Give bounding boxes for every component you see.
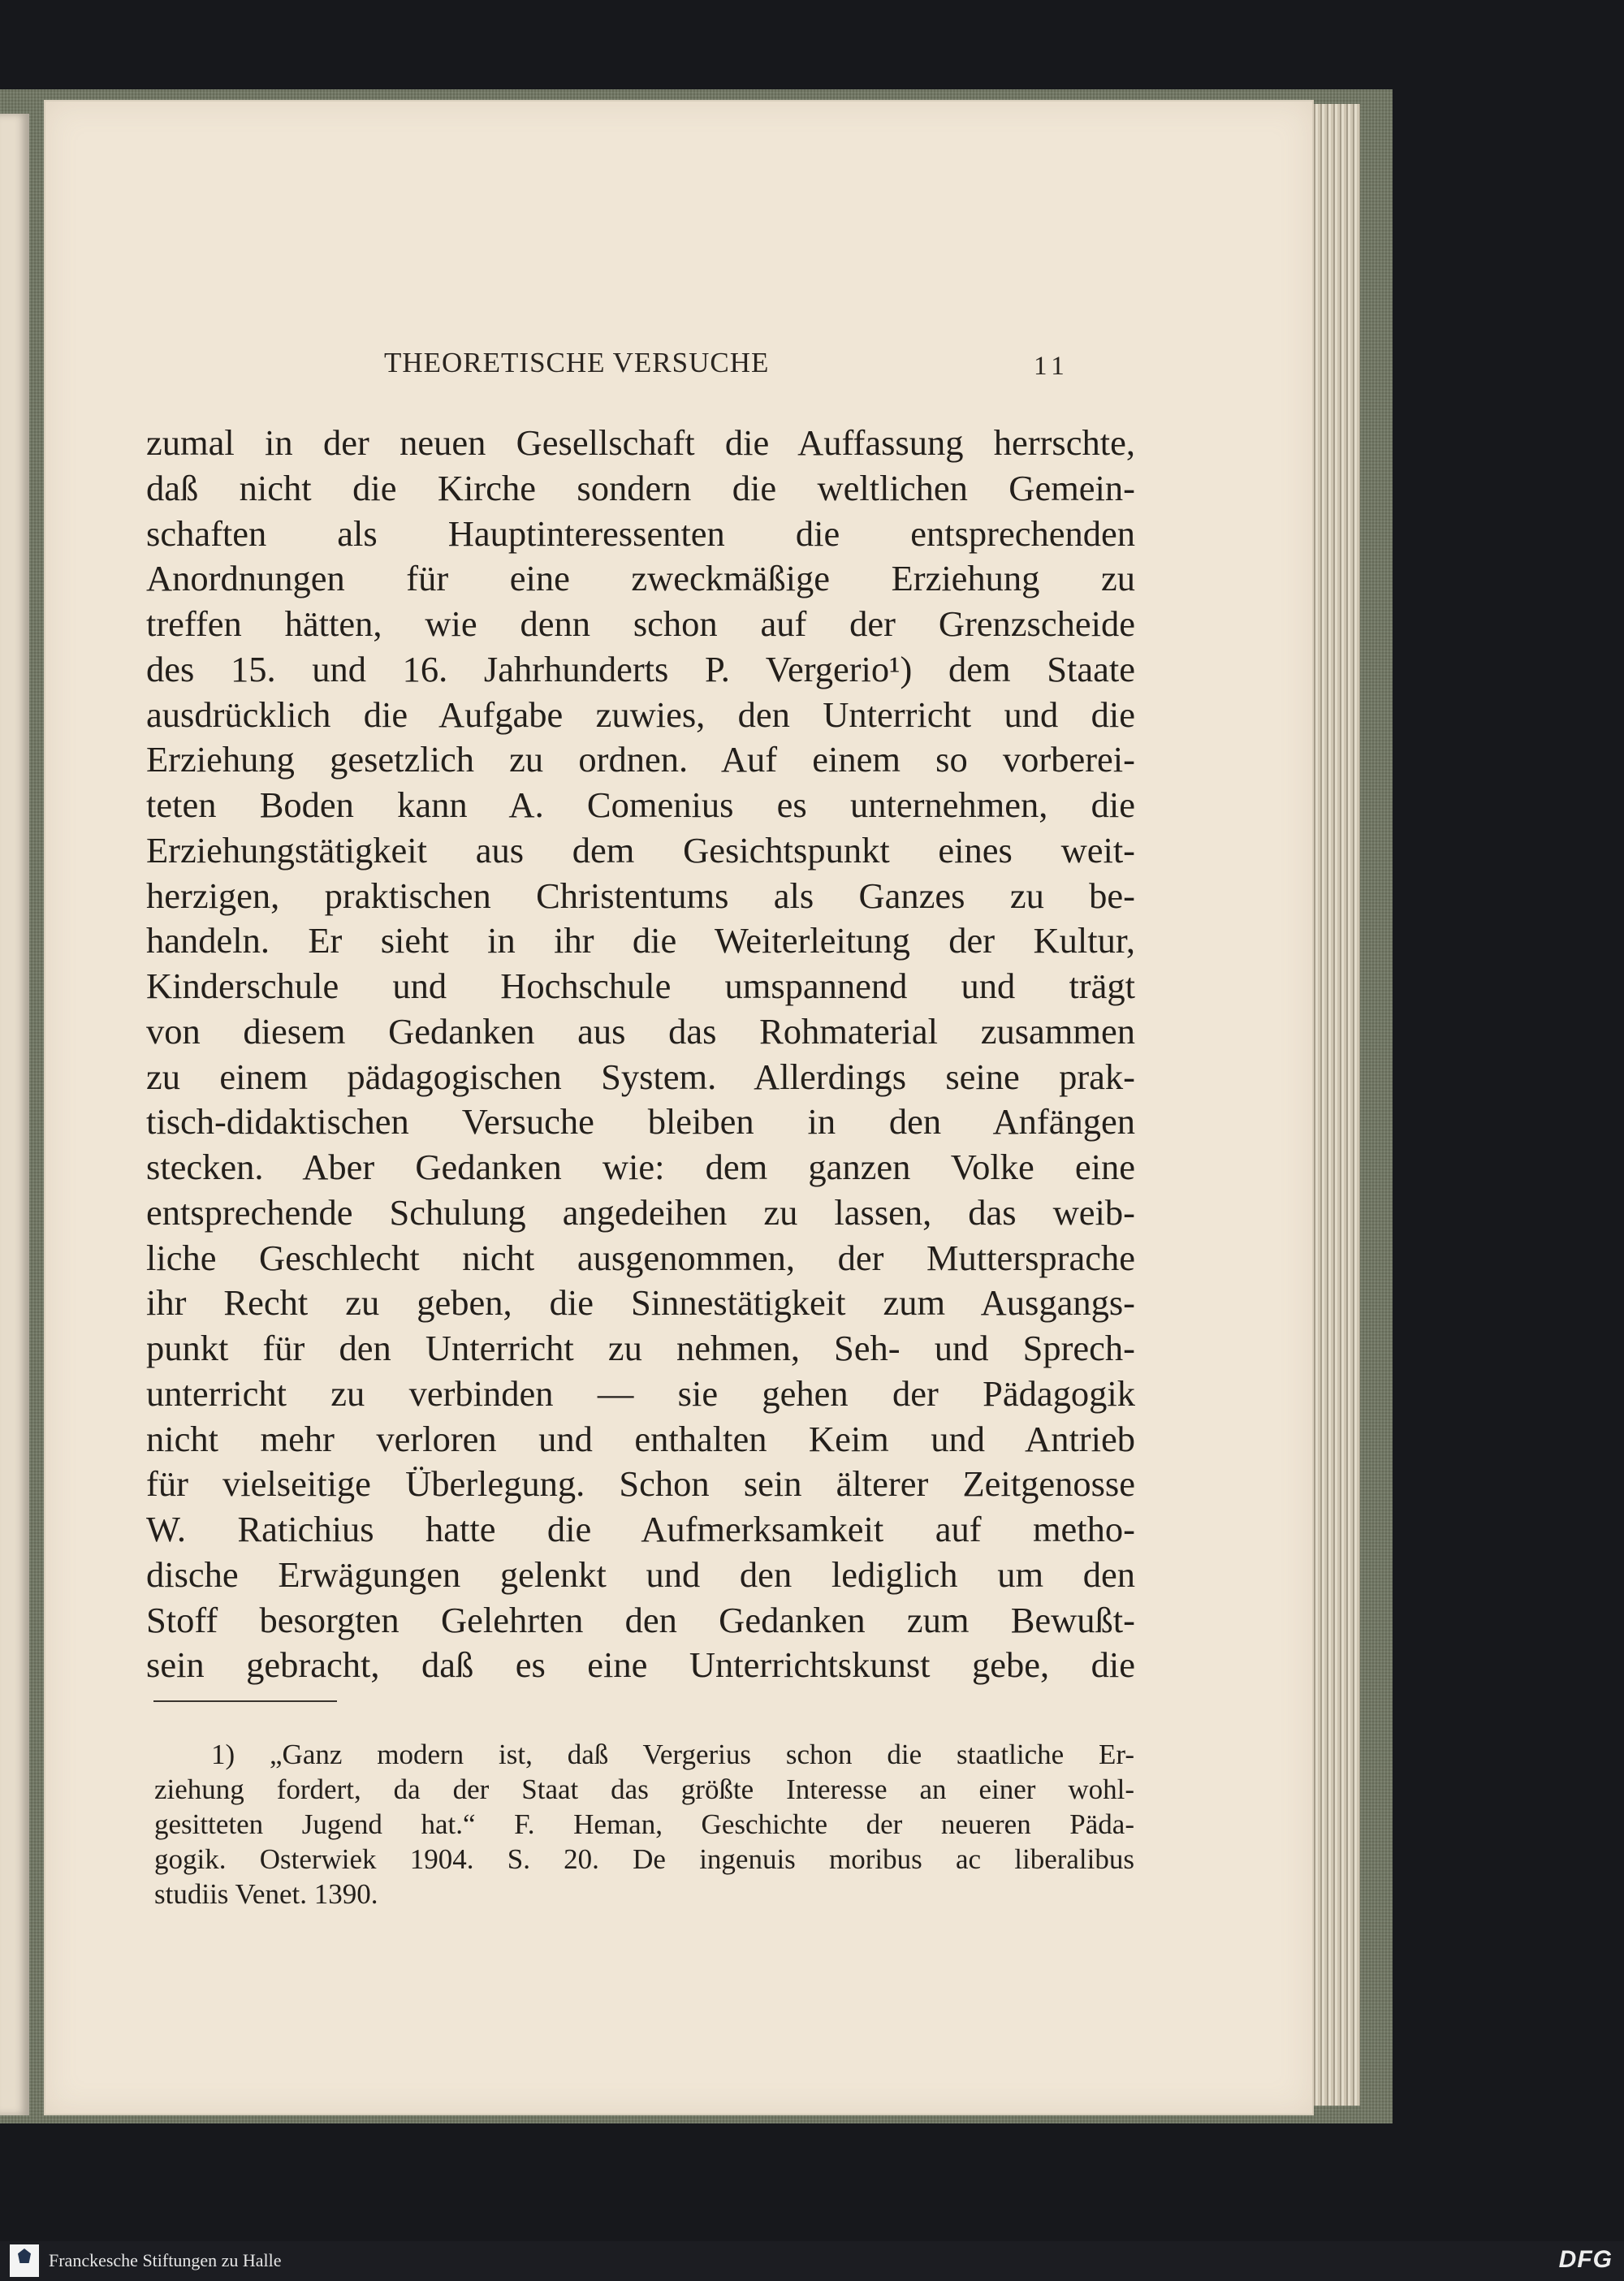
footnote-line: studiis Venet. 1390.: [154, 1878, 378, 1910]
footnote-line: gesitteten Jugend hat.“ F. Heman, Geschichte der neueren Päda-: [154, 1808, 1134, 1840]
text-line: teten Boden kann A. Comenius es unternehmen, die: [146, 784, 1135, 825]
body-text: [146, 421, 1135, 1688]
text-line: daß nicht die Kirche sondern die weltlichen Gemein-: [146, 467, 1135, 508]
text-line: Erziehung gesetzlich zu ordnen. Auf einem so vorberei-: [146, 739, 1135, 780]
text-line: ihr Recht zu geben, die Sinnestätigkeit zum Ausgangs-: [146, 1282, 1135, 1324]
text-line: für vielseitige Überlegung. Schon sein älterer Zeitgenosse: [146, 1463, 1135, 1505]
text-line: punkt für den Unterricht zu nehmen, Seh- und Sprech-: [146, 1328, 1135, 1368]
text-line: zu einem pädagogischen System. Allerdings seine prak-: [146, 1056, 1135, 1097]
text-line: zumal in der neuen Gesellschaft die Auffassung herrschte,: [146, 422, 1135, 463]
crest-icon: [18, 2249, 31, 2263]
footnotes: [154, 1737, 1134, 1912]
text-line: entsprechende Schulung angedeihen zu lassen, das weib-: [146, 1191, 1135, 1233]
page-header: [45, 347, 1312, 387]
text-line: Kinderschule und Hochschule umspannend und trägt: [146, 966, 1135, 1006]
text-line: W. Ratichius hatte die Aufmerksamkeit auf metho-: [146, 1509, 1135, 1549]
text-line: ausdrücklich die Aufgabe zuwies, den Unterricht und die: [146, 693, 1135, 735]
book-page: [45, 102, 1312, 2114]
text-line: stecken. Aber Gedanken wie: dem ganzen Volke eine: [146, 1147, 1135, 1187]
text-line: Erziehungstätigkeit aus dem Gesichtspunkt eines weit-: [146, 829, 1135, 870]
text-line: handeln. Er sieht in ihr die Weiterleitung der Kultur,: [146, 920, 1135, 961]
institution-name: Franckesche Stiftungen zu Halle: [49, 2250, 282, 2270]
running-title: THEORETISCHE VERSUCHE: [384, 347, 770, 378]
previous-page-edge: [0, 114, 29, 2115]
text-line: herzigen, praktischen Christentums als Ganzes zu be-: [146, 875, 1135, 916]
footnote-line: 1) „Ganz modern ist, daß Vergerius schon die staatliche Er-: [211, 1739, 1134, 1770]
text-line: Anordnungen für eine zweckmäßige Erziehung zu: [146, 558, 1135, 599]
footnote-divider: [153, 1700, 337, 1702]
institution-logo-icon: [10, 2244, 39, 2277]
dfg-logo: DFG: [1558, 2246, 1613, 2273]
text-line: tisch-didaktischen Versuche bleiben in den Anfängen: [146, 1101, 1135, 1143]
text-line: liche Geschlecht nicht ausgenommen, der Muttersprache: [146, 1237, 1135, 1278]
page-number: 11: [1034, 352, 1069, 381]
text-line: schaften als Hauptinteressenten die entsprechenden: [146, 512, 1135, 554]
footnote-line: ziehung fordert, da der Staat das größte Interesse an einer wohl-: [154, 1773, 1134, 1805]
text-line: Stoff besorgten Gelehrten den Gedanken zum Bewußt-: [146, 1599, 1135, 1640]
text-line: nicht mehr verloren und enthalten Keim und Antrieb: [146, 1418, 1135, 1459]
footnote-line: gogik. Osterwiek 1904. S. 20. De ingenuis moribus ac liberalibus: [154, 1843, 1134, 1875]
text-line: sein gebracht, daß es eine Unterrichtskunst gebe, die: [146, 1644, 1135, 1686]
text-line: des 15. und 16. Jahrhunderts P. Vergerio¹) dem Staate: [146, 648, 1135, 689]
text-line: unterricht zu verbinden — sie gehen der Pädagogik: [146, 1372, 1135, 1414]
text-line: dische Erwägungen gelenkt und den lediglich um den: [146, 1553, 1135, 1595]
text-line: treffen hätten, wie denn schon auf der Grenzscheide: [146, 603, 1135, 644]
viewer-footer: [0, 2241, 1624, 2281]
text-line: von diesem Gedanken aus das Rohmaterial zusammen: [146, 1010, 1135, 1052]
page-fore-edge: [1311, 104, 1360, 2106]
